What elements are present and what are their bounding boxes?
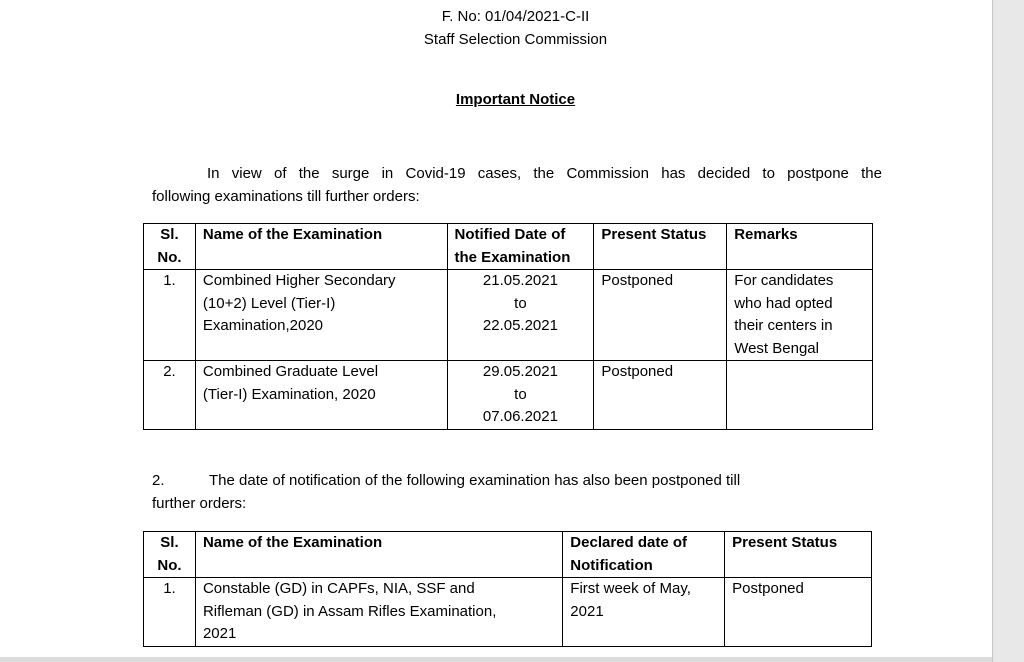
file-number: F. No: 01/04/2021-C-II: [441, 8, 590, 25]
page-bottom-edge: [0, 657, 992, 662]
cell-exam-name: Combined Higher Secondary (10+2) Level (Tier-I) Examination,2020: [195, 270, 447, 361]
header-exam-name: Name of the Examination: [195, 224, 447, 270]
cell-exam-name: Combined Graduate Level (Tier-I) Examination, 2020: [195, 361, 447, 430]
intro-line-1: In view of the surge in Covid-19 cases, the Commission has decided to postpone the: [207, 165, 882, 182]
cell-sl: 1.: [144, 270, 196, 361]
table-row: [144, 270, 873, 361]
notification-table: [143, 531, 872, 647]
second-paragraph: [152, 469, 882, 515]
vertical-scrollbar[interactable]: [992, 0, 1024, 662]
header-remarks: Remarks: [727, 224, 873, 270]
table-header-row: [144, 532, 872, 578]
paragraph-number: 2.: [152, 472, 165, 489]
header-exam-name: Name of the Examination: [195, 532, 562, 578]
header-sl-no: Sl. No.: [144, 532, 196, 578]
cell-notified-date: 29.05.2021 to 07.06.2021: [447, 361, 594, 430]
intro-line-2: following examinations till further orders:: [152, 188, 420, 205]
second-line-1: The date of notification of the following examination has also been postponed till: [209, 472, 741, 489]
cell-remarks: For candidates who had opted their centers in West Bengal: [727, 270, 873, 361]
cell-notified-date: 21.05.2021 to 22.05.2021: [447, 270, 594, 361]
header-present-status: Present Status: [725, 532, 872, 578]
cell-remarks: [727, 361, 873, 430]
header-present-status: Present Status: [594, 224, 727, 270]
organization-name: Staff Selection Commission: [423, 31, 608, 48]
second-line-2: further orders:: [152, 495, 247, 512]
cell-sl: 1.: [144, 578, 196, 647]
table-row: [144, 361, 873, 430]
cell-sl: 2.: [144, 361, 196, 430]
examinations-table: [143, 223, 873, 430]
cell-status: Postponed: [594, 361, 727, 430]
cell-declared-date: First week of May, 2021: [563, 578, 725, 647]
cell-status: Postponed: [594, 270, 727, 361]
cell-status: Postponed: [725, 578, 872, 647]
intro-paragraph: [152, 162, 882, 208]
header-declared-date: Declared date of Notification: [563, 532, 725, 578]
cell-exam-name: Constable (GD) in CAPFs, NIA, SSF and Rifleman (GD) in Assam Rifles Examination, 2021: [195, 578, 562, 647]
table-header-row: [144, 224, 873, 270]
notice-title: Important Notice: [455, 91, 576, 108]
header-sl-no: Sl. No.: [144, 224, 196, 270]
table-row: [144, 578, 872, 647]
header-notified-date: Notified Date of the Examination: [447, 224, 594, 270]
